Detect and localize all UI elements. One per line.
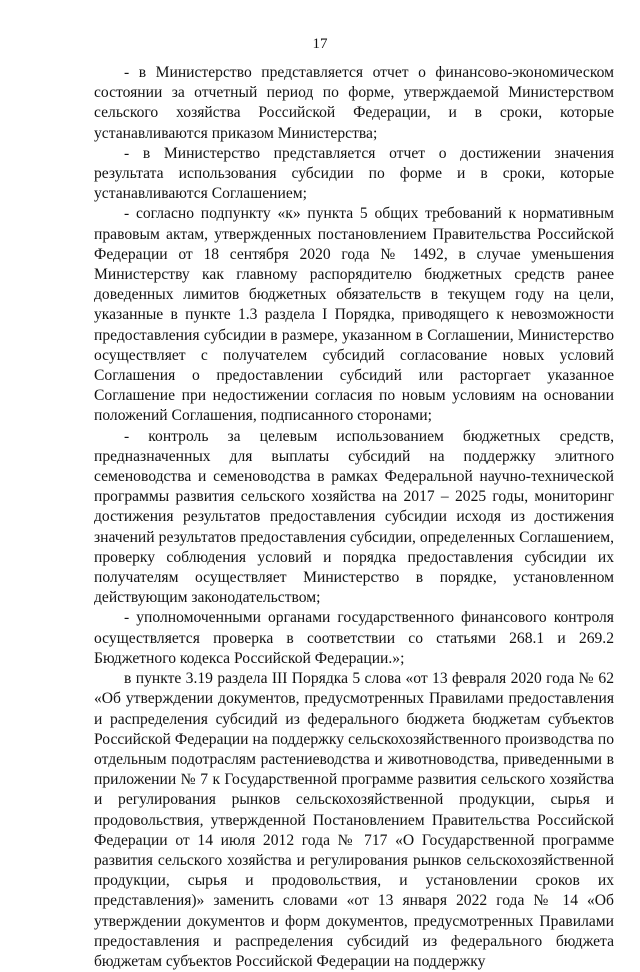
paragraph-financial-report: - в Министерство представляется отчет о финансово-экономическом состоянии за отчетный период по форме, утверждаемой Министерством сельского хозяйства Российской Федерации, и в сроки, которые устанавливаются приказом Министерства; — [94, 64, 614, 142]
paragraph-limits-reduction: - согласно подпункту «к» пункта 5 общих требований к нормативным правовым актам, утвержденных постановлением Правительства Российской Федерации от 18 сентября 2020 года № 1492, в случае уменьшения Министерству как главному распорядителю бюджетных средств ранее доведенных лимитов бюджетных обязательств в текущем году на цели, указанные в пункте 1.3 раздела I Порядка, приводящего к невозможности предоставления субсидии в размере, указанном в Соглашении, Министерство осуществляет с получателем субсидий согласование новых условий Соглашения о предоставлении субсидий или расторгает указанное Соглашение при недостижении согласия по новым условиям на основании положений Соглашения, подписанного сторонами; — [94, 205, 614, 425]
page-number: 17 — [312, 36, 328, 52]
paragraph-amendment: в пункте 3.19 раздела III Порядка 5 слова «от 13 февраля 2020 года № 62 «Об утверждении документов, предусмотренных Правилами предоставления и распределения субсидий из федерального бюджета бюджетам субъектов Российской Федерации на поддержку сельскохозяйственного производства по отдельным подотраслям растениеводства и животноводства, приведенными в приложении № 7 к Государственной программе развития сельского хозяйства и регулирования рынков сельскохозяйственной продукции, сырья и продовольствия, утвержденной Постановлением Правительства Российской Федерации от 14 июля 2012 года № 717 «О Государственной программе развития сельского хозяйства и регулирования рынков сельскохозяйственной продукции, сырья и продовольствия, и установлении сроков их представления)» заменить словами «от 13 января 2022 года № 14 «Об утверждении документов и форм документов, предусмотренных Правилами предоставления и распределения субсидий из федерального бюджета бюджетам субъектов Российской Федерации на поддержку — [94, 670, 614, 970]
paragraph-state-audit: - уполномоченными органами государственного финансового контроля осуществляется проверка в соответствии со статьями 268.1 и 269.2 Бюджетного кодекса Российской Федерации.»; — [94, 609, 614, 667]
paragraph-result-report: - в Министерство представляется отчет о достижении значения результата использования субсидии по форме и в сроки, которые устанавливаются Соглашением; — [94, 144, 614, 203]
paragraph-control: - контроль за целевым использованием бюджетных средств, предназначенных для выплаты субсидий на поддержку элитного семеноводства и семеноводства в рамках Федеральной научно-технической программы развития сельского хозяйства на 2017 – 2025 годы, мониторинг достижения результатов предоставления субсидии исходя из достижения значений результатов предоставления субсидии, определенных Соглашением, проверку соблюдения условий и порядка предоставления субсидии их получателям осуществляет Министерство в порядке, установленном действующим законодательством; — [94, 427, 614, 607]
document-body — [94, 63, 614, 972]
